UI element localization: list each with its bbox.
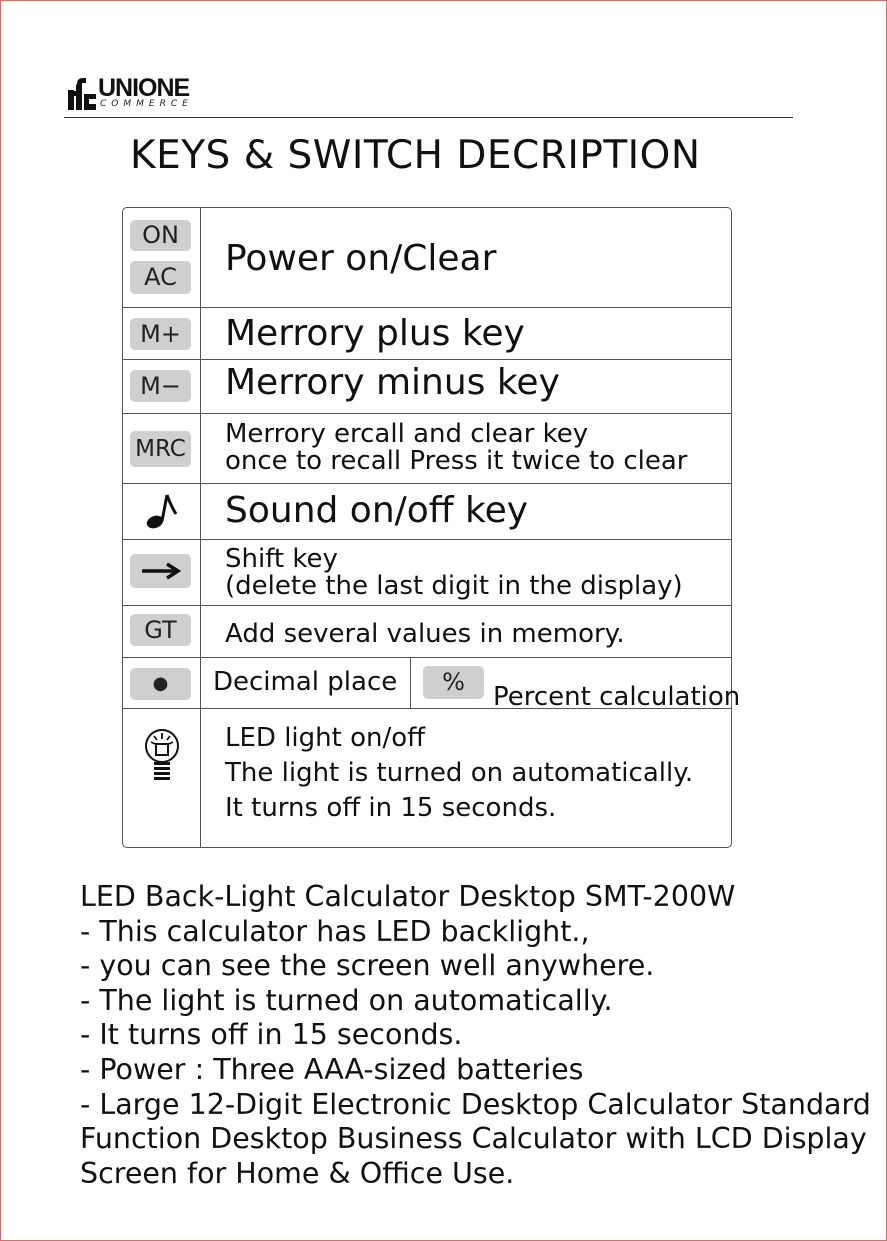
key-cell — [123, 709, 201, 848]
table-row-gt — [123, 605, 731, 657]
key-cell — [123, 540, 201, 605]
m-minus-description: Merrory minus key — [225, 362, 560, 403]
percent-key: % — [423, 666, 484, 699]
mrc-key: MRC — [130, 431, 191, 467]
key-cell — [123, 658, 201, 708]
cell-divider — [410, 658, 411, 708]
decimal-description: Decimal place — [213, 667, 398, 697]
brand-logo — [64, 74, 214, 114]
description-line: Screen for Home & Office Use. — [80, 1156, 515, 1190]
right-arrow-icon — [140, 562, 182, 580]
gt-description: Add several values in memory. — [225, 619, 625, 649]
decimal-key: ● — [130, 668, 191, 700]
key-cell — [123, 208, 201, 307]
gt-key: GT — [130, 614, 191, 646]
m-minus-key: M− — [130, 370, 191, 402]
table-row-light — [123, 708, 731, 848]
header-divider — [64, 117, 793, 118]
table-row-power — [123, 208, 731, 307]
table-row-decimal-percent — [123, 657, 741, 712]
logo-subtitle: COMMERCE — [100, 99, 193, 109]
key-cell — [123, 308, 201, 359]
music-note-icon — [144, 492, 180, 530]
description-line: - Power : Three AAA-sized batteries — [80, 1052, 584, 1086]
table-row-shift — [123, 539, 731, 605]
table-row-sound — [123, 483, 731, 539]
light-description-line1: LED light on/off — [225, 723, 426, 753]
key-cell — [123, 360, 201, 413]
shift-description-line1: Shift key — [225, 544, 338, 574]
table-row-mrc — [123, 413, 731, 483]
m-plus-key: M+ — [130, 318, 191, 350]
mrc-description-line2: once to recall Press it twice to clear — [225, 446, 688, 476]
description-line: Function Desktop Business Calculator with LCD Display — [80, 1122, 867, 1156]
shift-description — [225, 546, 683, 600]
power-description: Power on/Clear — [225, 238, 497, 279]
key-cell — [123, 606, 201, 657]
product-title: LED Back-Light Calculator Desktop SMT-200W — [80, 880, 736, 913]
light-description — [225, 721, 693, 826]
percent-description: Percent calculation — [493, 682, 741, 712]
mrc-description-line1: Merrory ercall and clear key — [225, 419, 589, 449]
logo-mark-icon — [64, 76, 98, 112]
shift-description-line2: (delete the last digit in the display) — [225, 571, 683, 601]
description-line: - This calculator has LED backlight., — [80, 914, 590, 948]
mrc-description — [225, 421, 687, 475]
table-row-mplus — [123, 307, 731, 359]
description-line: - The light is turned on automatically. — [80, 983, 613, 1017]
light-description-line3: It turns off in 15 seconds. — [225, 793, 557, 823]
key-cell — [123, 414, 201, 483]
shift-key — [130, 554, 191, 588]
light-bulb-icon — [141, 727, 183, 787]
sound-description: Sound on/off key — [225, 490, 529, 531]
on-key: ON — [130, 220, 191, 251]
key-cell — [123, 484, 201, 539]
page-title: KEYS & SWITCH DECRIPTION — [130, 133, 701, 178]
logo-wordmark: UNIONE — [98, 74, 190, 102]
m-plus-description: Merrory plus key — [225, 313, 525, 354]
light-description-line2: The light is turned on automatically. — [225, 758, 694, 788]
description-line: - you can see the screen well anywhere. — [80, 949, 655, 983]
keys-table — [122, 207, 741, 848]
table-row-mminus — [123, 359, 731, 413]
description-line: - It turns off in 15 seconds. — [80, 1018, 463, 1052]
description-line: - Large 12-Digit Electronic Desktop Calculator Standard — [80, 1087, 871, 1121]
product-description — [80, 880, 870, 1191]
ac-key: AC — [130, 261, 191, 294]
